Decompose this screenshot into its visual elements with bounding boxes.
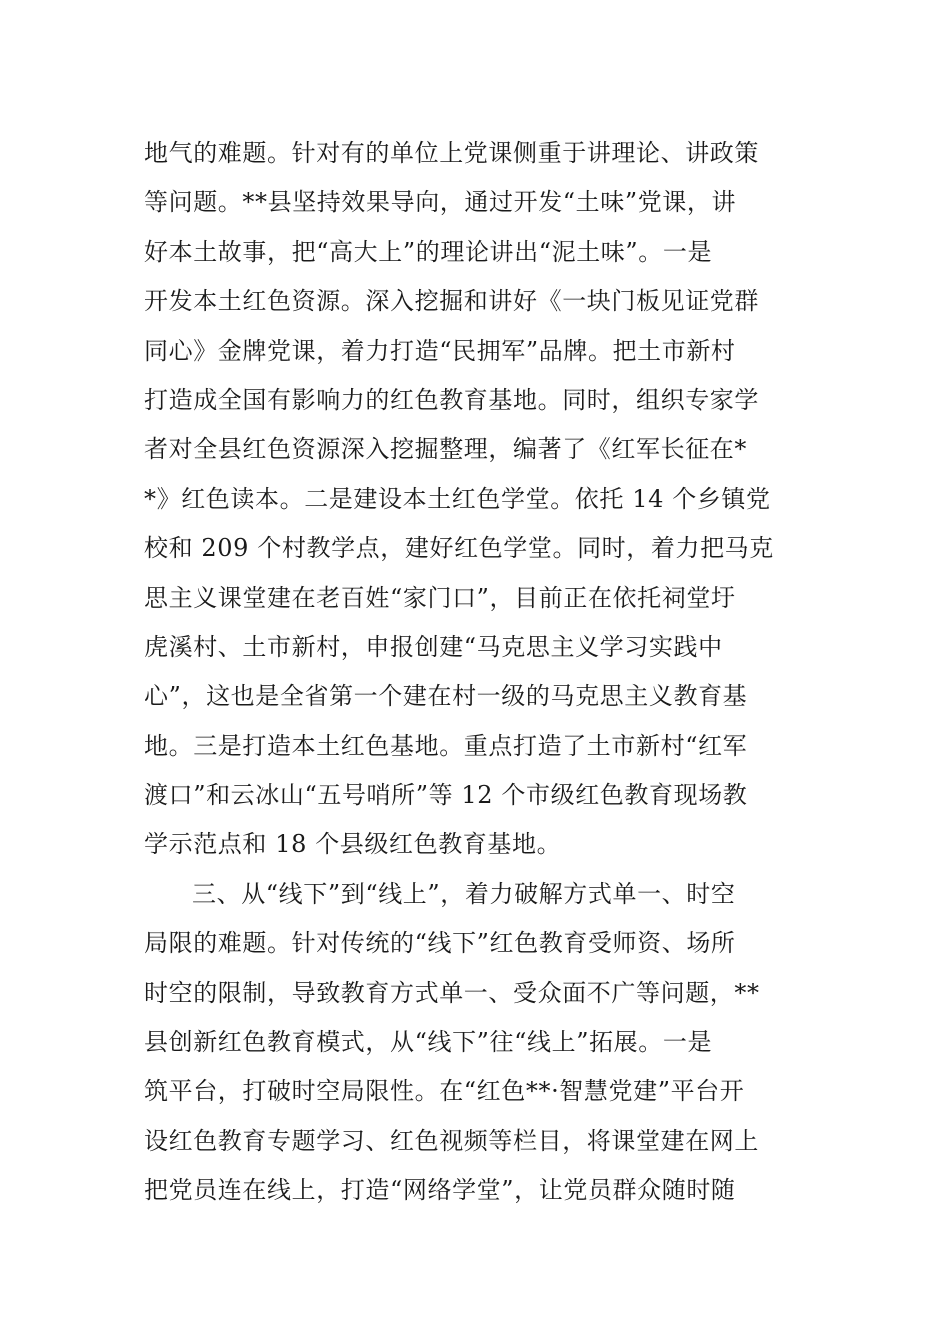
section-heading-line: 三、从“线下”到“线上”，着力破解方式单一、时空 — [192, 879, 736, 908]
text-line: 县创新红色教育模式，从“线下”往“线上”拓展。一是 — [144, 1028, 713, 1057]
text-line: 虎溪村、土市新村，申报创建“马克思主义学习实践中 — [144, 632, 723, 661]
text-line: 筑平台，打破时空局限性。在“红色**·智慧党建”平台开 — [144, 1077, 745, 1106]
text-line: 校和 209 个村教学点，建好红色学堂。同时，着力把马克 — [144, 534, 774, 563]
text-line: 者对全县红色资源深入挖掘整理，编著了《红军长征在* — [144, 435, 747, 464]
text-line: 好本土故事，把“高大上”的理论讲出“泥土味”。一是 — [144, 237, 713, 266]
text-line: 设红色教育专题学习、红色视频等栏目，将课堂建在网上 — [144, 1126, 759, 1155]
text-line: 心”，这也是全省第一个建在村一级的马克思主义教育基 — [144, 682, 748, 711]
text-line: 把党员连在线上，打造“网络学堂”，让党员群众随时随 — [144, 1176, 736, 1205]
text-line: 时空的限制，导致教育方式单一、受众面不广等问题，** — [144, 978, 760, 1007]
text-line: 地气的难题。针对有的单位上党课侧重于讲理论、讲政策 — [144, 139, 759, 167]
text-line: 学示范点和 18 个县级红色教育基地。 — [144, 830, 562, 859]
text-line: 思主义课堂建在老百姓“家门口”，目前正在依托祠堂圩 — [144, 583, 736, 612]
text-line: 局限的难题。针对传统的“线下”红色教育受师资、场所 — [144, 929, 736, 958]
text-line: 地。三是打造本土红色基地。重点打造了土市新村“红军 — [144, 731, 748, 760]
text-line: 渡口”和云冰山“五号哨所”等 12 个市级红色教育现场教 — [144, 781, 748, 810]
body-text — [144, 129, 824, 1216]
text-line: 打造成全国有影响力的红色教育基地。同时，组织专家学 — [144, 385, 759, 414]
text-line: 开发本土红色资源。深入挖掘和讲好《一块门板见证党群 — [144, 287, 759, 316]
text-line: 同心》金牌党课，着力打造“民拥军”品牌。把土市新村 — [144, 336, 736, 365]
text-line: 等问题。**县坚持效果导向，通过开发“土味”党课，讲 — [144, 188, 737, 217]
text-line: *》红色读本。二是建设本土红色学堂。依托 14 个乡镇党 — [144, 484, 771, 513]
